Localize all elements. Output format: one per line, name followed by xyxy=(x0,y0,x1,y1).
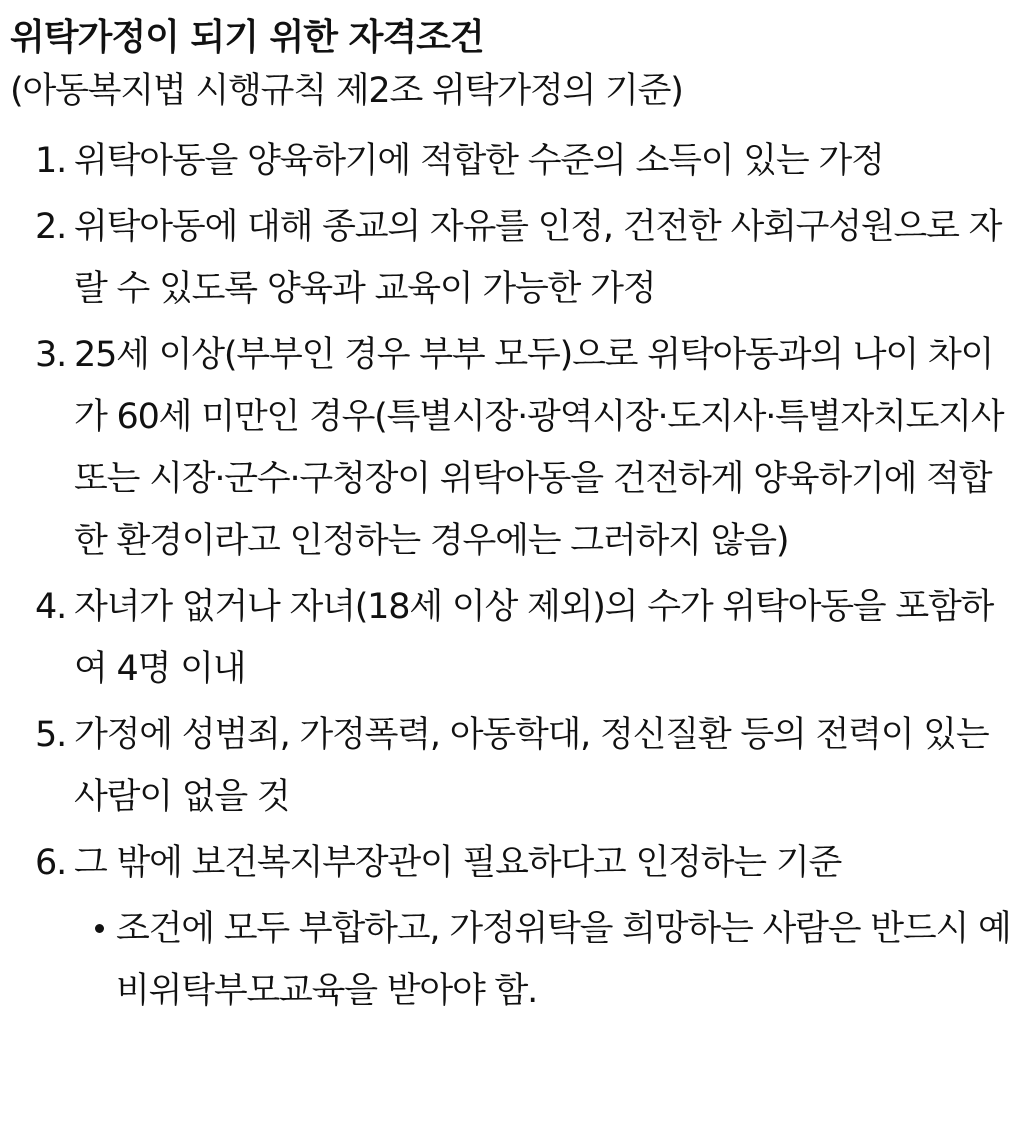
note-item xyxy=(82,898,1016,1022)
note-list xyxy=(10,898,1016,1022)
criteria-item-6 xyxy=(10,832,1016,894)
criteria-text: 위탁아동을 양육하기에 적합한 수준의 소득이 있는 가정 xyxy=(74,141,884,181)
page-title: 위탁가정이 되기 위한 자격조건 xyxy=(10,17,484,58)
criteria-item-1 xyxy=(10,130,1016,192)
page-subtitle: (아동복지법 시행규칙 제2조 위탁가정의 기준) xyxy=(10,71,683,111)
criteria-item-3 xyxy=(10,324,1016,572)
criteria-number: 6. xyxy=(35,843,66,883)
bullet-icon xyxy=(82,898,116,1022)
note-text: 조건에 모두 부합하고, 가정위탁을 희망하는 사람은 반드시 예비위탁부모교육을 받아야 함. xyxy=(116,909,1011,1011)
criteria-text: 위탁아동에 대해 종교의 자유를 인정, 건전한 사회구성원으로 자랄 수 있도록 양육과 교육이 가능한 가정 xyxy=(74,207,1002,309)
criteria-item-5 xyxy=(10,704,1016,828)
criteria-item-2 xyxy=(10,196,1016,320)
criteria-list xyxy=(10,130,1016,894)
criteria-text: 그 밖에 보건복지부장관이 필요하다고 인정하는 기준 xyxy=(74,843,842,883)
criteria-text: 가정에 성범죄, 가정폭력, 아동학대, 정신질환 등의 전력이 있는 사람이 없을 것 xyxy=(74,715,989,817)
criteria-text: 자녀가 없거나 자녀(18세 이상 제외)의 수가 위탁아동을 포함하여 4명 이내 xyxy=(74,587,994,689)
criteria-number: 4. xyxy=(35,587,66,627)
criteria-number: 3. xyxy=(35,335,66,375)
criteria-number: 2. xyxy=(35,207,66,247)
criteria-number: 5. xyxy=(35,715,66,755)
criteria-item-4 xyxy=(10,576,1016,700)
criteria-text: 25세 이상(부부인 경우 부부 모두)으로 위탁아동과의 나이 차이가 60세 미만인 경우(특별시장·광역시장·도지사·특별자치도지사 또는 시장·군수·구청장이 위탁아동을 건전하게 양육하기에 적합한 환경이라고 인정하는 경우에는 그러하지 않음) xyxy=(74,335,1004,561)
criteria-number: 1. xyxy=(35,141,66,181)
